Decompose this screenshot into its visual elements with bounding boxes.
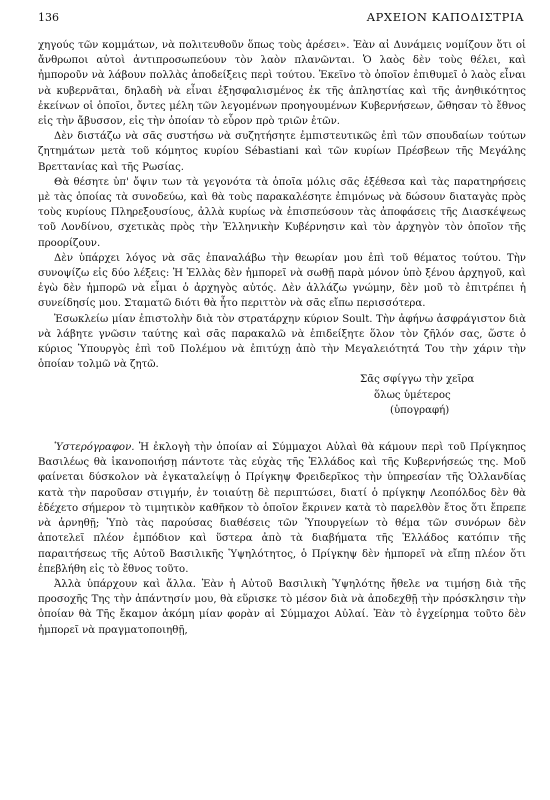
page-header <box>38 10 526 32</box>
postscript-paragraph <box>38 440 526 577</box>
page-number: 136 <box>38 11 59 24</box>
closing-valediction: ὅλως ὑμέτερος <box>374 389 451 401</box>
paragraph: Θὰ θέσητε ὑπ' ὄψιν των τὰ γεγονότα τὰ ὁποῖα μόλις σᾶς ἐξέθεσα καὶ τὰς παρατηρήσεις μὲ τὰς ὁποίας τὰ συνοδεύω, καὶ θὰ τοὺς παρακαλέσητε ἐπιμόνως νὰ δώσουν διαταγὰς πρὸς τοὺς κυρίους Πληρεξουσίους, ἀλλὰ κυρίως νὰ ἐπισπεύσουν τὰς ἀποφάσεις τῆς Διασκέψεως τοῦ Λονδίνου, σχετικὰς πρὸς τὴν Ἑλληνικὴν Κυβέρνησιν καὶ τὸν ἀρχηγὸν τὸν ὁποῖον τῆς προορίζουν. <box>38 176 526 249</box>
paragraph: Δὲν διστάζω νὰ σᾶς συστήσω νὰ συζητήσητε ἐμπιστευτικῶς ἐπὶ τῶν σπουδαίων τούτων ζητημάτων μετὰ τοῦ κόμητος κυρίου Sébastiani καὶ τῶν κυρίων Πρέσβεων τῆς Μεγάλης Βρεττανίας καὶ τῆς Ρωσίας. <box>38 131 526 173</box>
document-body <box>38 38 526 638</box>
paragraph-continued: χηγούς τῶν κομμάτων, νὰ πολιτευθοῦν ὅπως τοὺς ἀρέσει». Ἐὰν αἱ Δυνάμεις νομίζουν ὅτι οἱ ἄνθρωποι αὐτοὶ ἀντιπροσωπεύουν τὸν λαὸν πλανῶνται. Ὁ λαὸς δὲν τοὺς θέλει, καὶ ἠμποροῦν νὰ λάβουν πολλὰς ἀποδείξεις περὶ τούτου. Ἐκεῖνο τὸ ὁποῖον ἐπιθυμεῖ ὁ λαὸς εἶναι νὰ κυβερνᾶται, δηλαδὴ νὰ εἶναι ἐξησφαλισμένος ἐκ τῆς ἀπληστίας καὶ τῆς ἀνηθικότητος ἐκείνων οἱ ὁποῖοι, ὄντες μέλη τῶν λεγομένων προηγουμένων Κυβερνήσεων, ὤθησαν τὸ ἔθνος εἰς τὴν ἄβυσσον, εἰς τὴν ὁποίαν τὸ εὗρον πρὸ τριῶν ἐτῶν. <box>38 40 526 128</box>
postscript <box>38 440 526 638</box>
postscript-label: Ὑστερόγραφον. <box>54 442 135 454</box>
letter-closing <box>360 372 526 418</box>
paragraph: Δὲν ὑπάρχει λόγος νὰ σᾶς ἐπαναλάβω τὴν θεωρίαν μου ἐπὶ τοῦ θέματος τούτου. Τὴν συνοψίζω εἰς δύο λέξεις: Ἡ Ἑλλὰς δὲν ἠμπορεῖ νὰ σωθῇ παρὰ μόνον ὑπὸ ξένου ἀρχηγοῦ, καὶ ἐγὼ δὲν ἠμπορῶ νὰ εἶμαι ὁ ἀρχηγὸς αὐτός. Δὲν ἀλλάζω γνώμην, δὲν μοῦ τὸ ἐπιτρέπει ἡ συνείδησίς μου. Σταματῶ διότι θὰ ἦτο περιττὸν νὰ σᾶς εἴπω περισσότερα. <box>38 252 526 310</box>
postscript-text: Ἡ ἐκλογὴ τὴν ὁποίαν αἱ Σύμμαχοι Αὐλαὶ θὰ κάμουν περὶ τοῦ Πρίγκηπος Βασιλέως θὰ ἱκανοποιήσῃ πάντοτε τὰς εὐχὰς τῆς Ἑλλάδος καὶ τῆς Κυβερνήσεώς της. Μοῦ φαίνεται δύσκολον νὰ ἐγκαταλείψῃ ὁ Πρίγκηψ Φρειδερῖκος τὴν ὑπηρεσίαν τῆς Ὁλλανδίας κατὰ τὴν παροῦσαν στιγμήν, ἐν τοιαύτῃ δὲ περιπτώσει, διατί ὁ πρίγκηψ Λεοπόλδος δὲν θὰ ἐδέχετο σήμερον τὸ τιμητικὸν καθῆκον τὸ ὁποῖον ἔκρινεν κατὰ τὸ παρελθὸν ἔτος ὅτι ἔπρεπε νὰ ἀρνηθῇ; Ὑπὸ τὰς παρούσας διαθέσεις τῶν Ὑπουργείων τὸ θέμα τῶν συνόρων δὲν ἀποτελεῖ πλέον ἐμπόδιον καὶ ὕστερα ἀπὸ τὰ διαβήματα τῆς Ἑλλάδος κατόπιν τῆς παραιτήσεως τῆς Αὐτοῦ Βασιλικῆς Ὑψηλότητος, ὁ Πρίγκηψ δὲν ἠμπορεῖ νὰ εἴπῃ πλέον ὅτι ἐπεβλήθη εἰς τὸ ἔθνος τοῦτο. <box>38 442 526 575</box>
closing-signature-note: (ὑπογραφή) <box>390 404 450 416</box>
document-page <box>38 10 526 638</box>
postscript-paragraph-2: Ἀλλὰ ὑπάρχουν καὶ ἄλλα. Ἐὰν ἡ Αὐτοῦ Βασιλικὴ Ὑψηλότης ἤθελε να τιμήσῃ διὰ τῆς προσοχῆς Της τὴν ἀπάντησίν μου, θὰ εὕρισκε τὸ μέσον διὰ νὰ ἀποδεχθῇ τὴν πρόσκλησιν τὴν ὁποίαν θὰ Τῆς ἔκαμον ἀκόμη μίαν φορὰν αἱ Σύμμαχοι Αὐλαί. Ἐὰν τὸ ἐγχείρημα τοῦτο δὲν ἠμπορεῖ νὰ πραγματοποιηθῇ, <box>38 578 526 636</box>
closing-salutation: Σᾶς σφίγγω τὴν χεῖρα <box>360 374 475 386</box>
running-title: ΑΡΧΕΙΟΝ ΚΑΠΟΔΙΣΤΡΙΑ <box>366 10 524 24</box>
paragraph: Ἐσωκλείω μίαν ἐπιστολὴν διὰ τὸν στρατάρχην κύριον Soult. Τὴν ἀφήνω ἀσφράγιστον διὰ νὰ λάβητε γνῶσιν ταύτης καὶ σᾶς παρακαλῶ νὰ ἐπιδείξητε ὅλον τὸν ζῆλόν σας, ὥστε ὁ κύριος Ὑπουργὸς ἐπὶ τοῦ Πολέμου νὰ ἐπιτύχῃ ἀπὸ τὴν Μεγαλειότητά Του τὴν χάριν τὴν ὁποίαν τολμῶ νὰ ζητῶ. <box>38 313 526 371</box>
